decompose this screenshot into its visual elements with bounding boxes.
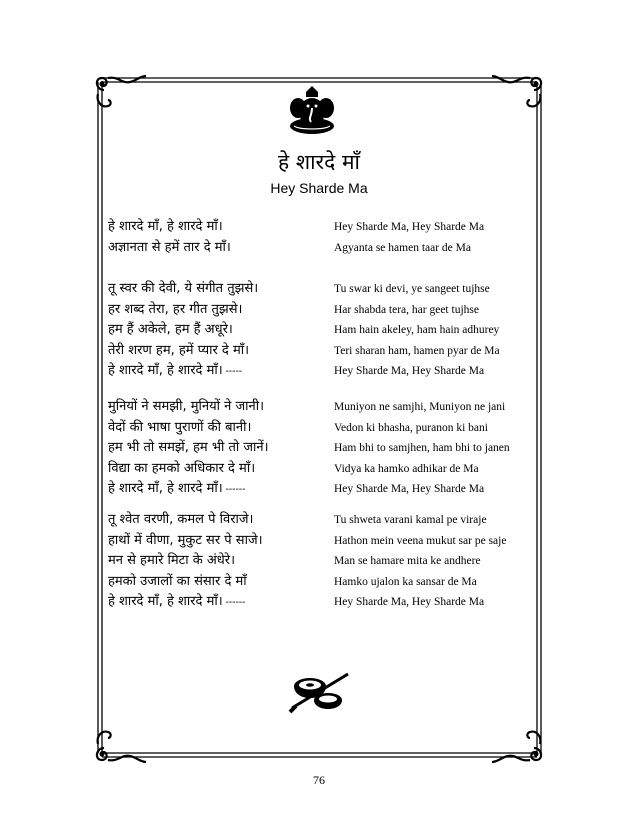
verse-line-hindi: तू स्वर की देवी, ये संगीत तुझसे। <box>108 281 259 296</box>
verse-line-english: Ham bhi to samjhen, ham bhi to janen <box>334 442 510 454</box>
corner-scroll-ornament <box>492 728 548 768</box>
stanza-hindi <box>108 279 328 382</box>
refrain-dash: ----- <box>222 366 243 377</box>
verse-line-hindi: हे शारदे माँ, हे शारदे माँ। ----- <box>108 363 243 378</box>
corner-scroll-ornament <box>90 70 146 110</box>
verse-line-hindi: हे शारदे माँ, हे शारदे माँ। ------ <box>108 481 246 496</box>
verse-line-english: Man se hamare mita ke andhere <box>334 555 481 567</box>
title-english: Hey Sharde Ma <box>270 180 368 196</box>
verse-line-english: Agyanta se hamen taar de Ma <box>334 241 471 254</box>
verse-line-hindi: हर शब्द तेरा, हर गीत तुझसे। <box>108 301 243 317</box>
stanza-english <box>334 510 544 613</box>
verse-line-english: Hey Sharde Ma, Hey Sharde Ma <box>334 221 485 233</box>
tabla-drum-icon <box>288 668 352 714</box>
verse-line-english: Vidya ka hamko adhikar de Ma <box>334 462 479 475</box>
stanza-hindi <box>108 510 328 613</box>
verse-line-english: Ham hain akeley, ham hain adhurey <box>334 324 500 336</box>
verse-line-hindi: तू श्वेत वरणी, कमल पे विराजे। <box>108 512 254 527</box>
verse-line-english: Hathon mein veena mukut sar pe saje <box>334 534 507 547</box>
stanza-hindi <box>108 217 328 258</box>
verse-line-hindi: विद्या का हमको अधिकार दे माँ। <box>108 460 256 476</box>
verse-line-english: Hey Sharde Ma, Hey Sharde Ma <box>334 483 485 495</box>
refrain-dash: ------ <box>222 484 246 495</box>
verse-line-english: Hey Sharde Ma, Hey Sharde Ma <box>334 365 485 377</box>
verse-line-english: Teri sharan ham, hamen pyar de Ma <box>334 344 500 357</box>
verse-line-hindi: हे शारदे माँ, हे शारदे माँ। ------ <box>108 594 246 609</box>
verse-line-hindi: वेदों की भाषा पुराणों की बानी। <box>108 419 252 435</box>
refrain-dash: ------ <box>222 597 246 608</box>
verse-line-hindi: हे शारदे माँ, हे शारदे माँ। <box>108 219 223 234</box>
verse-line-hindi: अज्ञानता से हमें तार दे माँ। <box>108 239 231 255</box>
ganesha-icon <box>284 86 340 138</box>
verse-line-hindi: मुनियों ने समझी, मुनियों ने जानी। <box>108 399 265 414</box>
verse-line-hindi: हम भी तो समझें, हम भी तो जानें। <box>108 440 269 455</box>
stanza-hindi <box>108 397 328 500</box>
title-hindi: हे शारदे माँ <box>278 150 360 174</box>
stanza-english <box>334 279 544 382</box>
verse-line-hindi: मन से हमारे मिटा के अंधेरे। <box>108 553 236 568</box>
page-number: 76 <box>313 773 325 787</box>
corner-scroll-ornament <box>90 728 146 768</box>
verse-line-hindi: हाथों में वीणा, मुकुट सर पे साजे। <box>108 532 263 548</box>
verse-line-english: Hamko ujalon ka sansar de Ma <box>334 575 477 588</box>
verse-line-english: Tu shweta varani kamal pe viraje <box>334 514 487 526</box>
corner-scroll-ornament <box>492 70 548 110</box>
verse-line-english: Hey Sharde Ma, Hey Sharde Ma <box>334 596 485 608</box>
verse-line-english: Muniyon ne samjhi, Muniyon ne jani <box>334 401 506 413</box>
verse-line-english: Vedon ki bhasha, puranon ki bani <box>334 421 488 434</box>
verse-line-english: Tu swar ki devi, ye sangeet tujhse <box>334 283 490 295</box>
verse-line-hindi: तेरी शरण हम, हमें प्यार दे माँ। <box>108 342 250 358</box>
stanza-english <box>334 397 544 500</box>
verse-line-hindi: हमको उजालों का संसार दे माँ <box>108 573 247 589</box>
stanza-english <box>334 217 544 258</box>
verse-line-hindi: हम हैं अकेले, हम हैं अधूरे। <box>108 322 233 337</box>
verse-line-english: Har shabda tera, har geet tujhse <box>334 303 479 316</box>
